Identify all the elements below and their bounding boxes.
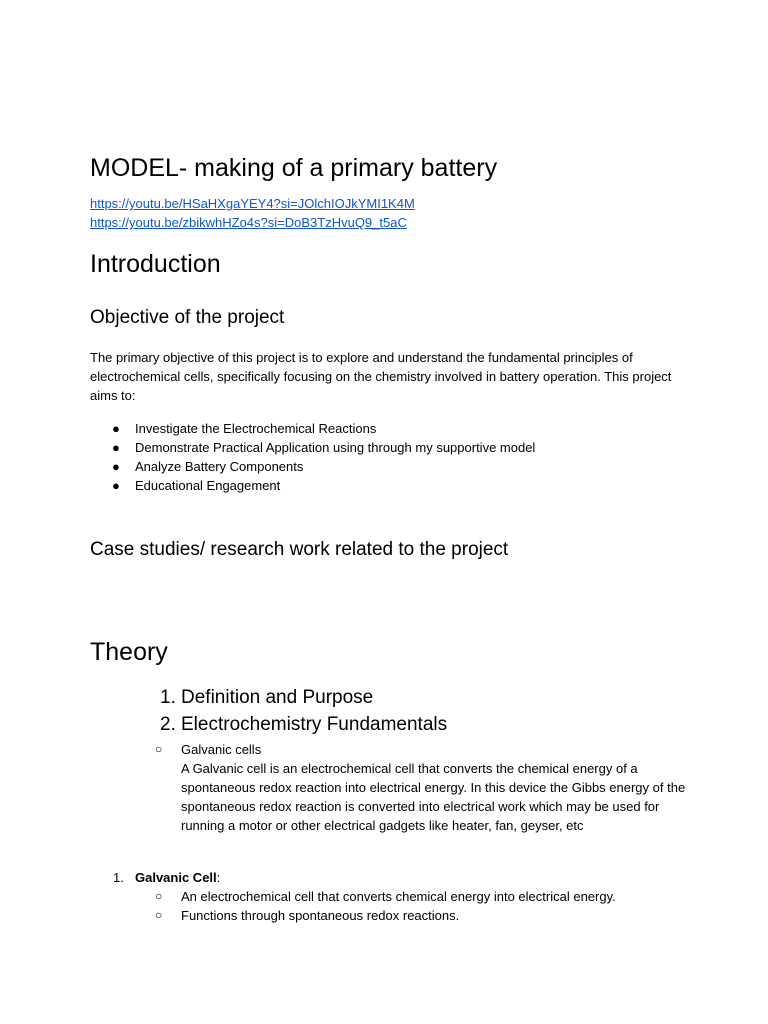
document-title: MODEL- making of a primary battery <box>90 154 498 182</box>
list-number: 1. <box>160 687 176 708</box>
bullet-icon: ● <box>112 478 120 493</box>
heading-case-studies: Case studies/ research work related to the project <box>90 539 509 560</box>
galvanic-cells-body <box>181 740 686 835</box>
galvanic-cell-bold-label: Galvanic Cell <box>135 870 217 885</box>
label-colon: : <box>216 870 221 885</box>
bullet-icon: ● <box>112 421 120 436</box>
galvanic-point-text: Functions through spontaneous redox reactions. <box>181 908 460 923</box>
heading-introduction: Introduction <box>90 250 221 278</box>
objective-paragraph: The primary objective of this project is to explore and understand the fundamental principles of electrochemical cells, specifically focusing on the chemistry involved in battery operation. This project aims to: <box>90 350 672 403</box>
aim-text: Demonstrate Practical Application using through my supportive model <box>135 440 536 455</box>
heading-objective: Objective of the project <box>90 307 285 328</box>
galvanic-cells-title: Galvanic cells <box>181 742 262 757</box>
list-item-text: Electrochemistry Fundamentals <box>181 714 448 735</box>
list-number: 1. <box>113 870 124 885</box>
heading-theory: Theory <box>90 638 168 666</box>
circle-bullet-icon: ○ <box>155 889 163 903</box>
youtube-link-2[interactable]: https://youtu.be/zbikwhHZo4s?si=DoB3TzHvuQ9_t5aC <box>90 215 407 230</box>
bullet-icon: ● <box>112 440 120 455</box>
aim-text: Analyze Battery Components <box>135 459 304 474</box>
galvanic-cells-text: A Galvanic cell is an electrochemical cell that converts the chemical energy of a spontaneous redox reaction into electrical energy. In this device the Gibbs energy of the spontaneous redox reaction is converted into electrical work which may be used for running a motor or other electrical gadgets like heater, fan, geyser, etc <box>181 761 686 833</box>
list-item-text: Definition and Purpose <box>181 687 374 708</box>
galvanic-cell-label <box>135 868 220 887</box>
bullet-icon: ● <box>112 459 120 474</box>
circle-bullet-icon: ○ <box>155 908 163 922</box>
circle-bullet-icon: ○ <box>155 742 163 756</box>
aim-text: Educational Engagement <box>135 478 281 493</box>
galvanic-point-text: An electrochemical cell that converts chemical energy into electrical energy. <box>181 889 616 904</box>
youtube-link-1[interactable]: https://youtu.be/HSaHXgaYEY4?si=JOlchIOJkYMI1K4M <box>90 196 415 211</box>
list-number: 2. <box>160 714 176 735</box>
aim-text: Investigate the Electrochemical Reactions <box>135 421 377 436</box>
